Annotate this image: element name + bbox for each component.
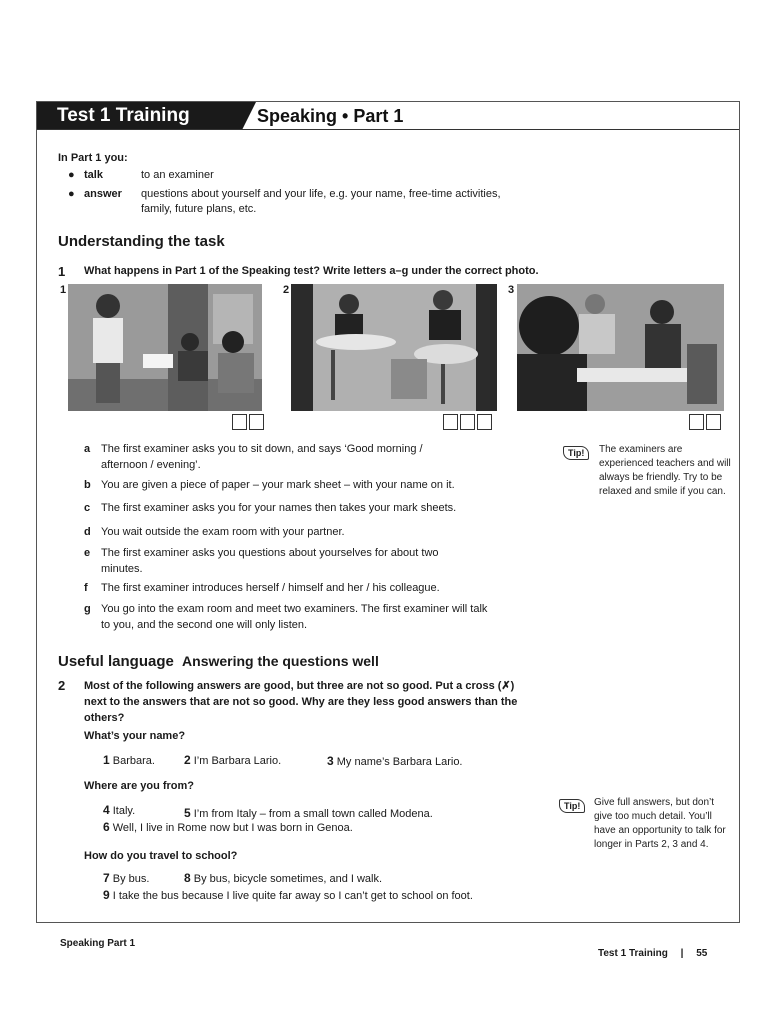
question-text: What happens in Part 1 of the Speaking test? Write letters a–g under the correct photo. [84,265,539,277]
tip-text: Give full answers, but don’t give too much detail. You’ll have an opportunity to talk for longer in Parts 2, 3 and 4. [594,797,726,850]
answer-box[interactable] [249,414,264,430]
photo-number: 1 [60,284,67,296]
intro-heading: In Part 1 you: [58,152,128,164]
tip-text: The examiners are experienced teachers and will always be friendly. Try to be relaxed and smile if you can. [599,444,731,497]
bullet-term: answer [84,188,122,200]
tip-badge: Tip! [559,799,585,813]
title-bar [37,102,739,130]
answer-number: 8 [184,871,191,885]
bullet-term: talk [84,169,103,181]
sub-question: What’s your name? [84,730,186,742]
answer-box[interactable] [689,414,704,430]
section-heading [58,653,379,670]
question-number: 2 [58,678,66,693]
answer-box[interactable] [443,414,458,430]
answer-number: 6 [103,820,110,834]
footer-right [598,948,707,959]
tip-badge: Tip! [563,446,589,460]
question-number: 1 [58,264,66,279]
option-text: The first examiner introduces herself / himself and her / his colleague. [101,582,440,594]
answer-boxes-photo-3 [689,414,721,430]
option-letter: d [84,526,91,538]
answer-box[interactable] [706,414,721,430]
sub-question: Where are you from? [84,780,195,792]
answer-number: 3 [327,754,334,768]
bullet-text: to an examiner [141,169,214,181]
section-title: Speaking • Part 1 [257,106,404,126]
bullet-text: questions about yourself and your life, e.g. your name, free-time activities, family, future plans, etc. [141,188,501,215]
footer-section-label: Speaking Part 1 [60,938,136,949]
page-number: 55 [696,948,708,959]
option-letter: f [84,582,88,594]
answer-text: By bus. [112,873,150,885]
answer-text: My name’s Barbara Lario. [336,756,463,768]
option-text: You are given a piece of paper – your mark sheet – with your name on it. [101,479,455,491]
answer-number: 4 [103,803,110,817]
answer-boxes-photo-2 [443,414,492,430]
option-item [84,500,504,516]
option-text: You go into the exam room and meet two examiners. The first examiner will talk to you, and the second one will only listen. [101,603,488,631]
footer-separator: | [680,948,684,959]
answer-number: 1 [103,753,110,767]
answer-item [103,871,149,885]
answer-number: 5 [184,806,191,820]
answer-item [184,753,281,767]
photo-number: 2 [283,284,290,296]
photo-examiners-table [517,284,724,411]
bullet-dot: ● [68,188,75,200]
answer-number: 2 [184,753,191,767]
answer-text: By bus, bicycle sometimes, and I walk. [193,873,383,885]
option-item [84,477,504,493]
option-item [84,545,504,577]
question-text: Most of the following answers are good, but three are not so good. Put a cross (✗) next to the answers that are not so good. Why are they less good answers than the others? [84,680,518,724]
answer-text: Italy. [112,805,136,817]
answer-boxes-photo-1 [232,414,264,430]
answer-text: Barbara. [112,755,155,767]
section-heading: Understanding the task [58,233,225,250]
answer-number: 7 [103,871,110,885]
photo-waiting-room [68,284,262,411]
answer-item [327,754,463,768]
test-label: Test 1 Training [57,105,190,126]
option-letter: e [84,547,91,559]
option-item [84,524,504,540]
option-item [84,441,504,473]
footer-test-label: Test 1 Training [598,948,668,959]
option-letter: a [84,443,91,455]
divider [37,129,739,130]
test-label-banner [37,102,242,130]
answer-box[interactable] [477,414,492,430]
sub-question: How do you travel to school? [84,850,238,862]
answer-item [103,803,135,817]
answer-text: I take the bus because I live quite far away so I can’t get to school on foot. [112,890,473,902]
option-letter: b [84,479,91,491]
option-text: You wait outside the exam room with your partner. [101,526,345,538]
option-item [84,580,504,596]
answer-item [184,871,382,885]
answer-box[interactable] [460,414,475,430]
photo-exam-room [291,284,497,411]
answer-item [103,820,353,834]
option-text: The first examiner asks you to sit down, and says ‘Good morning / afternoon / evening’. [101,443,423,471]
answer-number: 9 [103,888,110,902]
bullet-dot: ● [68,169,75,181]
answer-item [103,888,473,902]
answer-text: Well, I live in Rome now but I was born in Genoa. [112,822,353,834]
answer-box[interactable] [232,414,247,430]
heading-bold: Useful language [58,653,174,670]
option-text: The first examiner asks you questions about yourselves for about two minutes. [101,547,439,575]
answer-text: I’m from Italy – from a small town called Modena. [193,808,433,820]
answer-item [103,753,155,767]
answer-item [184,806,433,820]
heading-subtitle: Answering the questions well [182,653,379,669]
option-letter: g [84,603,91,615]
option-text: The first examiner asks you for your names then takes your mark sheets. [101,502,457,514]
option-item [84,601,504,633]
option-letter: c [84,502,91,514]
photo-number: 3 [508,284,515,296]
answer-text: I’m Barbara Lario. [193,755,282,767]
